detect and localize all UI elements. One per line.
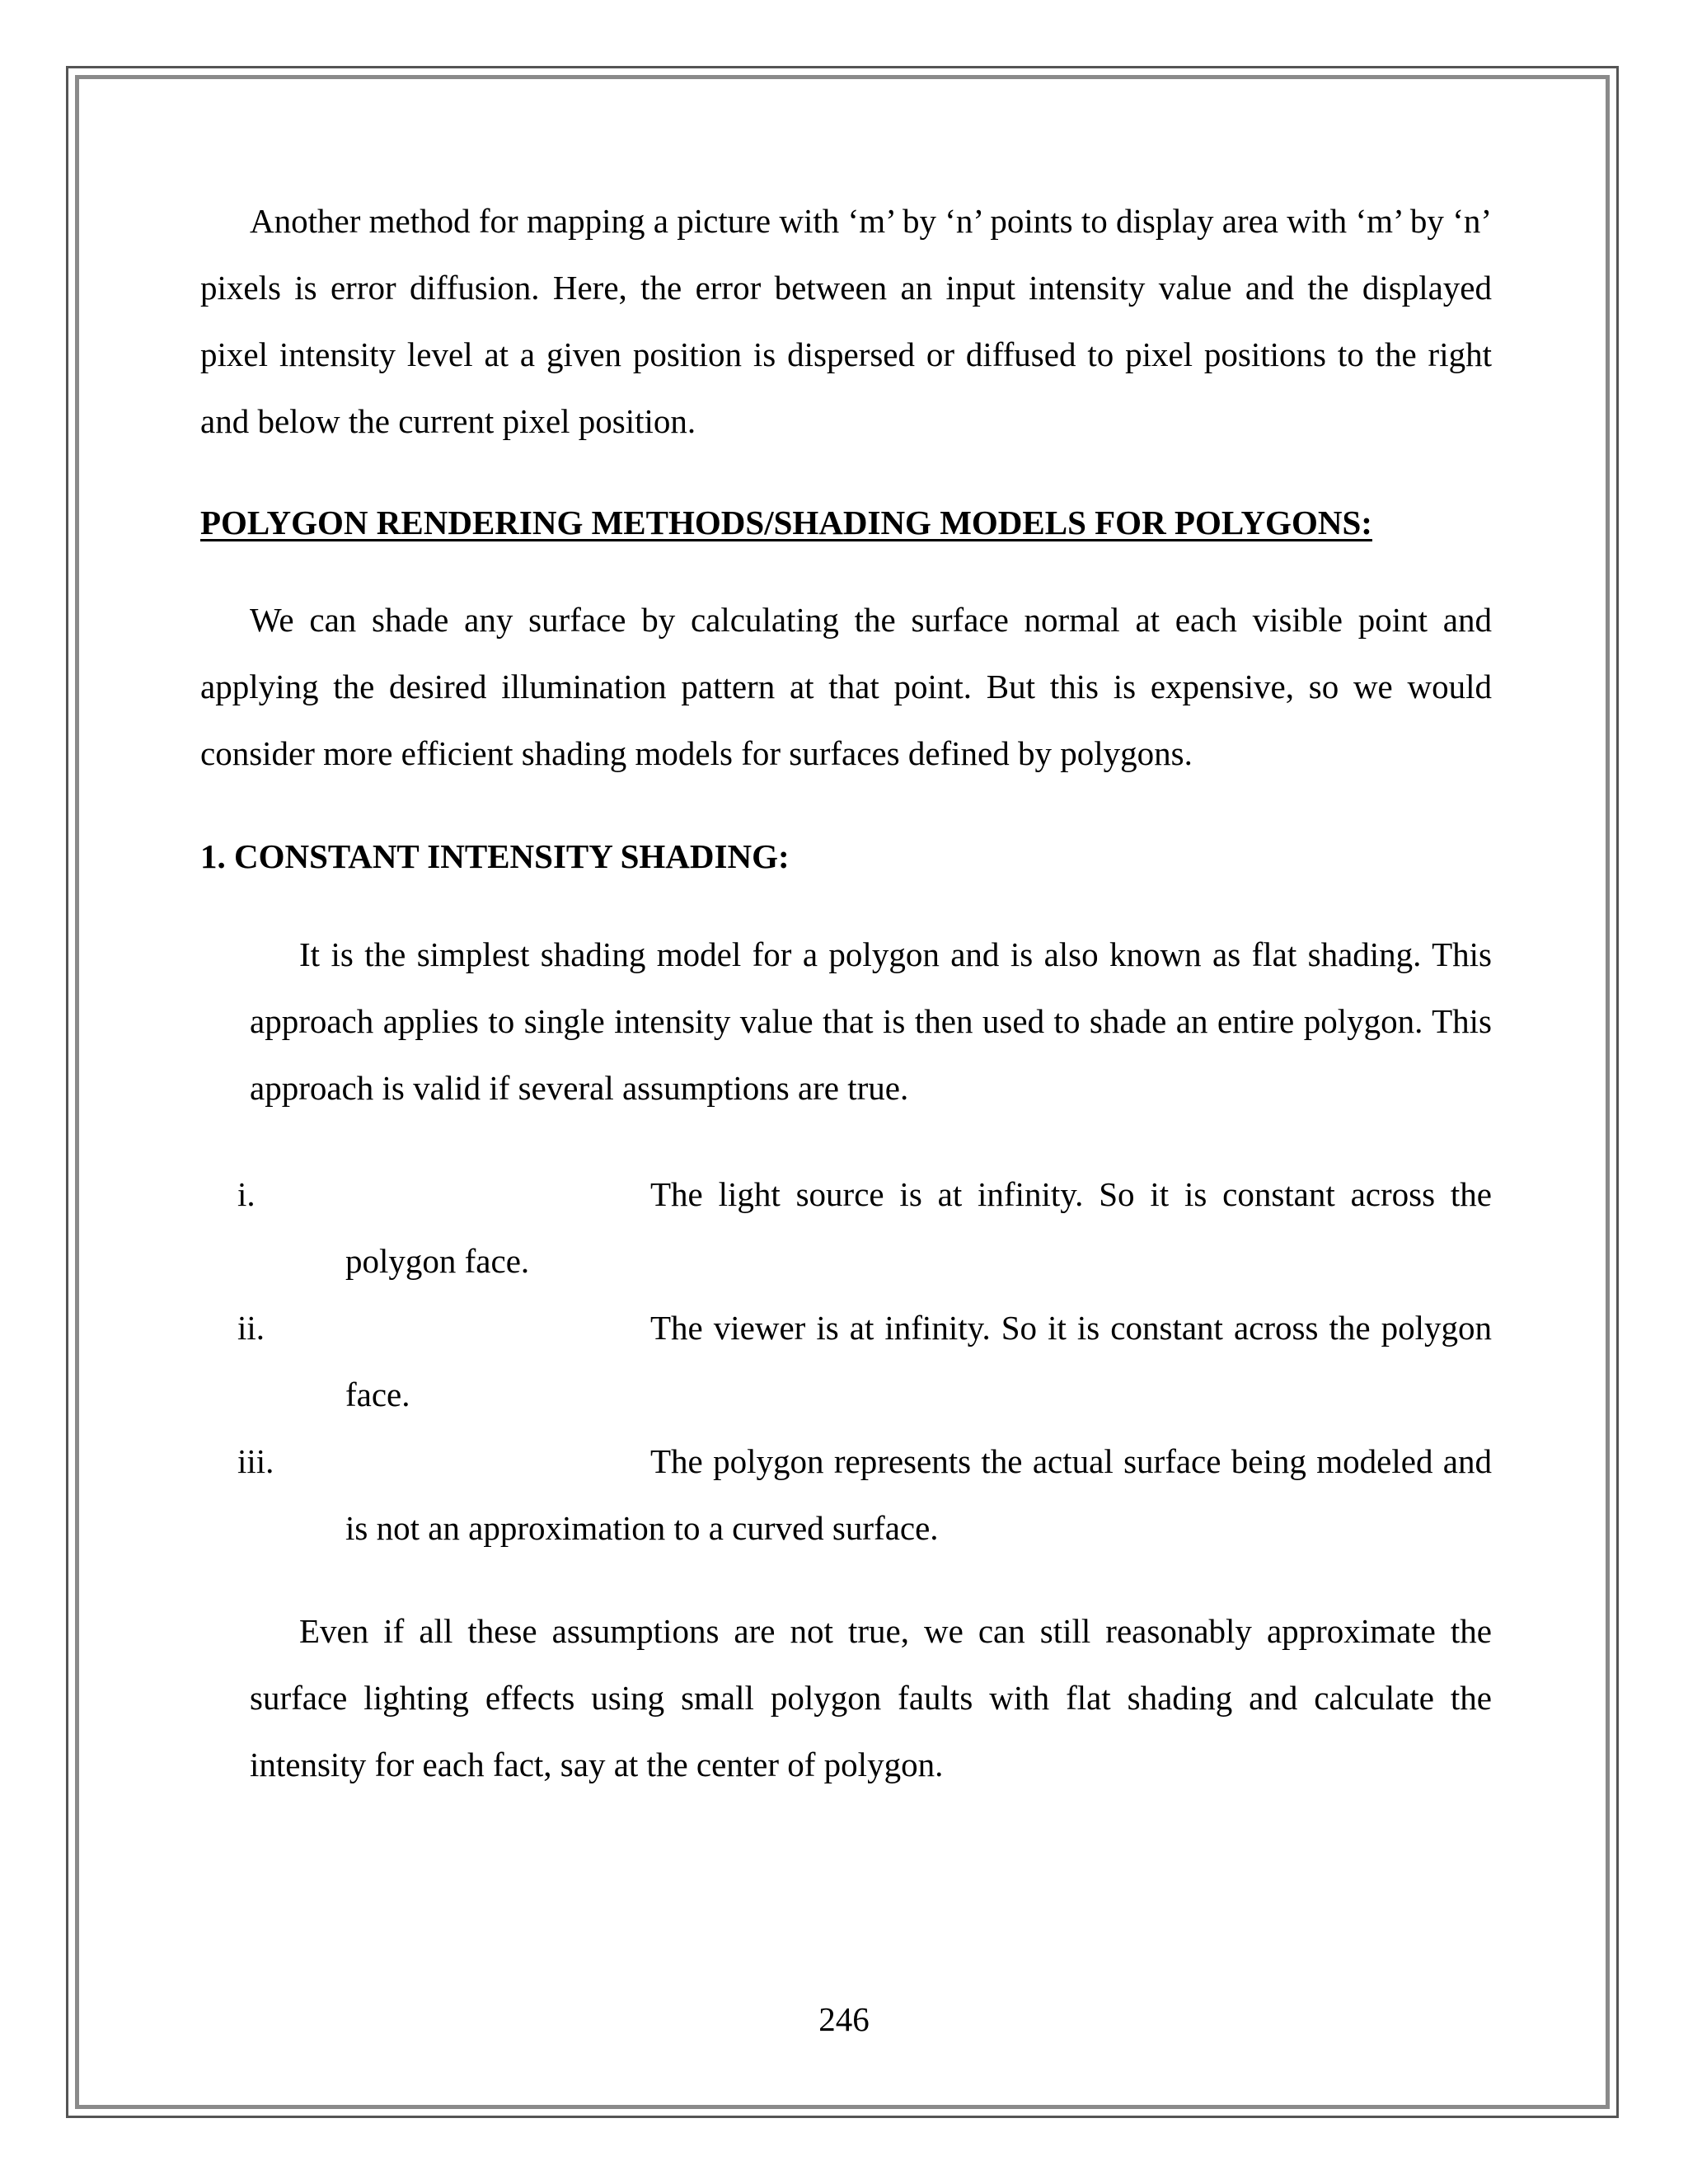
list-text: The polygon represents the actual surface being modeled and is not an approximation to a curved surface. [345,1442,1492,1547]
assumptions-list [200,1161,1492,1562]
list-text: The viewer is at infinity. So it is constant across the polygon face. [345,1309,1492,1413]
list-number: i. [237,1175,256,1213]
list-item [200,1295,1492,1428]
paragraph-flat-shading: It is the simplest shading model for a polygon and is also known as flat shading. This approach applies to single intensity value that is then used to shade an entire polygon. This approach is valid if several assumptions are true. [250,935,1492,1107]
paragraph-error-diffusion: Another method for mapping a picture with ‘m’ by ‘n’ points to display area with ‘m’ by ‘n’ pixels is error diffusion. Here, the error between an input intensity value and the displayed pixel intensity level at a given position is dispersed or diffused to pixel positions to the right and below the current pixel position. [200,202,1492,440]
list-item [200,1161,1492,1295]
section-heading: POLYGON RENDERING METHODS/SHADING MODELS FOR POLYGONS: [200,504,1372,541]
list-text: The light source is at infinity. So it is constant across the polygon face. [345,1175,1492,1280]
page-content [200,188,1492,1798]
list-number: iii. [237,1442,274,1480]
list-number: ii. [237,1309,265,1347]
list-item [200,1428,1492,1562]
flat-shading-block [250,921,1492,1122]
page-number: 246 [818,2000,870,2038]
paragraph-approximation: Even if all these assumptions are not true, we can still reasonably approximate the surface lighting effects using small polygon faults with flat shading and calculate the intensity for each fact, say at the center of polygon. [250,1612,1492,1783]
paragraph-shading-intro: We can shade any surface by calculating the surface normal at each visible point and applying the desired illumination pattern at that point. But this is expensive, so we would consider more efficient shading models for surfaces defined by polygons. [200,601,1492,772]
approximation-block [250,1598,1492,1798]
subheading-constant-intensity: 1. CONSTANT INTENSITY SHADING: [200,837,790,875]
